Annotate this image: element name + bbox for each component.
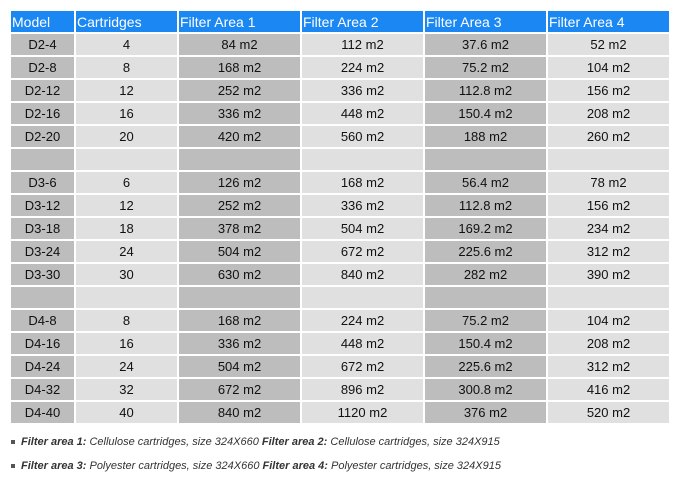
cell-filter-area-3: 225.6 m2 <box>425 241 546 262</box>
table-row <box>11 103 669 124</box>
cell-filter-area-1: 336 m2 <box>179 333 300 354</box>
cell-model <box>11 149 74 170</box>
cell-filter-area-1: 504 m2 <box>179 241 300 262</box>
cell-filter-area-2: 336 m2 <box>302 80 423 101</box>
cell-filter-area-3: 112.8 m2 <box>425 80 546 101</box>
note-label: Filter area 4: <box>262 460 328 472</box>
cell-filter-area-1 <box>179 287 300 308</box>
cell-filter-area-2 <box>302 287 423 308</box>
note-text: Cellulose cartridges, size 324X660 <box>86 436 262 448</box>
cell-model: D4-40 <box>11 402 74 423</box>
cell-filter-area-2: 672 m2 <box>302 241 423 262</box>
cell-filter-area-4: 156 m2 <box>548 80 669 101</box>
cell-model: D2-16 <box>11 103 74 124</box>
cell-filter-area-3: 150.4 m2 <box>425 333 546 354</box>
cell-cartridges: 32 <box>76 379 177 400</box>
cell-filter-area-2: 112 m2 <box>302 34 423 55</box>
cell-filter-area-4: 312 m2 <box>548 356 669 377</box>
filter-spec-table <box>9 9 671 425</box>
cell-cartridges: 16 <box>76 333 177 354</box>
cell-cartridges: 18 <box>76 218 177 239</box>
bullet-icon <box>11 464 15 468</box>
cell-filter-area-3: 188 m2 <box>425 126 546 147</box>
cell-filter-area-4: 208 m2 <box>548 103 669 124</box>
cell-filter-area-3: 225.6 m2 <box>425 356 546 377</box>
cell-filter-area-4: 234 m2 <box>548 218 669 239</box>
cell-cartridges: 12 <box>76 195 177 216</box>
bullet-icon <box>11 440 15 444</box>
cell-filter-area-3: 75.2 m2 <box>425 57 546 78</box>
table-row <box>11 356 669 377</box>
cell-filter-area-1: 84 m2 <box>179 34 300 55</box>
cell-filter-area-4: 520 m2 <box>548 402 669 423</box>
note-label: Filter area 1: <box>21 436 87 448</box>
note-label: Filter area 2: <box>261 436 328 448</box>
cell-filter-area-4: 156 m2 <box>548 195 669 216</box>
cell-filter-area-2: 672 m2 <box>302 356 423 377</box>
cell-filter-area-1 <box>179 149 300 170</box>
cell-cartridges: 8 <box>76 57 177 78</box>
note-line-1 <box>11 436 500 448</box>
cell-filter-area-3: 37.6 m2 <box>425 34 546 55</box>
cell-filter-area-4: 416 m2 <box>548 379 669 400</box>
cell-cartridges: 16 <box>76 103 177 124</box>
cell-cartridges: 40 <box>76 402 177 423</box>
cell-cartridges: 24 <box>76 241 177 262</box>
cell-filter-area-3: 282 m2 <box>425 264 546 285</box>
table-row <box>11 310 669 331</box>
note-line-2 <box>11 460 501 472</box>
table-row <box>11 264 669 285</box>
table-row <box>11 80 669 101</box>
table-row <box>11 57 669 78</box>
note-text: Cellulose cartridges, size 324X915 <box>327 436 500 448</box>
table-row <box>11 333 669 354</box>
cell-cartridges <box>76 287 177 308</box>
cell-filter-area-1: 504 m2 <box>179 356 300 377</box>
cell-model <box>11 287 74 308</box>
table-header-row <box>11 11 669 32</box>
cell-filter-area-1: 168 m2 <box>179 310 300 331</box>
header-filter-area-1: Filter Area 1 <box>179 11 300 32</box>
cell-filter-area-4: 312 m2 <box>548 241 669 262</box>
cell-filter-area-2: 896 m2 <box>302 379 423 400</box>
table-row <box>11 172 669 193</box>
cell-filter-area-1: 252 m2 <box>179 80 300 101</box>
cell-filter-area-3: 112.8 m2 <box>425 195 546 216</box>
cell-filter-area-1: 420 m2 <box>179 126 300 147</box>
cell-filter-area-1: 252 m2 <box>179 195 300 216</box>
cell-model: D3-24 <box>11 241 74 262</box>
cell-cartridges: 24 <box>76 356 177 377</box>
cell-filter-area-1: 630 m2 <box>179 264 300 285</box>
cell-model: D2-8 <box>11 57 74 78</box>
cell-filter-area-3 <box>425 287 546 308</box>
cell-filter-area-4: 78 m2 <box>548 172 669 193</box>
cell-cartridges: 12 <box>76 80 177 101</box>
table-row <box>11 195 669 216</box>
cell-model: D4-32 <box>11 379 74 400</box>
cell-filter-area-2: 168 m2 <box>302 172 423 193</box>
note-label: Filter area 3: <box>21 460 87 472</box>
table-row <box>11 241 669 262</box>
cell-model: D4-16 <box>11 333 74 354</box>
cell-model: D2-12 <box>11 80 74 101</box>
cell-filter-area-1: 672 m2 <box>179 379 300 400</box>
cell-filter-area-2: 504 m2 <box>302 218 423 239</box>
cell-model: D3-30 <box>11 264 74 285</box>
cell-filter-area-4: 390 m2 <box>548 264 669 285</box>
cell-filter-area-1: 168 m2 <box>179 57 300 78</box>
cell-filter-area-3: 150.4 m2 <box>425 103 546 124</box>
cell-filter-area-3: 56.4 m2 <box>425 172 546 193</box>
header-cartridges: Cartridges <box>76 11 177 32</box>
cell-filter-area-3 <box>425 149 546 170</box>
header-model: Model <box>11 11 74 32</box>
cell-filter-area-1: 840 m2 <box>179 402 300 423</box>
cell-filter-area-2: 448 m2 <box>302 103 423 124</box>
table-separator-row <box>11 149 669 170</box>
cell-filter-area-2: 560 m2 <box>302 126 423 147</box>
cell-filter-area-3: 169.2 m2 <box>425 218 546 239</box>
table-row <box>11 126 669 147</box>
cell-cartridges: 30 <box>76 264 177 285</box>
table-body <box>11 34 669 423</box>
cell-filter-area-4 <box>548 149 669 170</box>
cell-filter-area-4: 104 m2 <box>548 57 669 78</box>
cell-model: D3-18 <box>11 218 74 239</box>
cell-filter-area-3: 75.2 m2 <box>425 310 546 331</box>
table-row <box>11 379 669 400</box>
cell-filter-area-3: 376 m2 <box>425 402 546 423</box>
note-text: Polyester cartridges, size 324X915 <box>327 460 501 472</box>
cell-filter-area-2: 1120 m2 <box>302 402 423 423</box>
cell-cartridges: 4 <box>76 34 177 55</box>
cell-model: D3-12 <box>11 195 74 216</box>
table-separator-row <box>11 287 669 308</box>
cell-cartridges: 20 <box>76 126 177 147</box>
cell-filter-area-1: 378 m2 <box>179 218 300 239</box>
cell-cartridges: 8 <box>76 310 177 331</box>
cell-cartridges: 6 <box>76 172 177 193</box>
cell-filter-area-3: 300.8 m2 <box>425 379 546 400</box>
cell-model: D3-6 <box>11 172 74 193</box>
cell-filter-area-4: 52 m2 <box>548 34 669 55</box>
cell-filter-area-2: 448 m2 <box>302 333 423 354</box>
cell-model: D2-4 <box>11 34 74 55</box>
header-filter-area-4: Filter Area 4 <box>548 11 669 32</box>
cell-cartridges <box>76 149 177 170</box>
note-text: Polyester cartridges, size 324X660 <box>86 460 263 472</box>
cell-filter-area-4: 104 m2 <box>548 310 669 331</box>
cell-filter-area-1: 126 m2 <box>179 172 300 193</box>
cell-filter-area-2: 224 m2 <box>302 57 423 78</box>
table-row <box>11 218 669 239</box>
cell-filter-area-2 <box>302 149 423 170</box>
cell-model: D4-8 <box>11 310 74 331</box>
cell-filter-area-4: 260 m2 <box>548 126 669 147</box>
cell-filter-area-2: 336 m2 <box>302 195 423 216</box>
cell-filter-area-4 <box>548 287 669 308</box>
cell-filter-area-1: 336 m2 <box>179 103 300 124</box>
header-filter-area-3: Filter Area 3 <box>425 11 546 32</box>
cell-filter-area-4: 208 m2 <box>548 333 669 354</box>
header-filter-area-2: Filter Area 2 <box>302 11 423 32</box>
cell-filter-area-2: 224 m2 <box>302 310 423 331</box>
table-row <box>11 34 669 55</box>
cell-model: D4-24 <box>11 356 74 377</box>
cell-filter-area-2: 840 m2 <box>302 264 423 285</box>
cell-model: D2-20 <box>11 126 74 147</box>
table-row <box>11 402 669 423</box>
